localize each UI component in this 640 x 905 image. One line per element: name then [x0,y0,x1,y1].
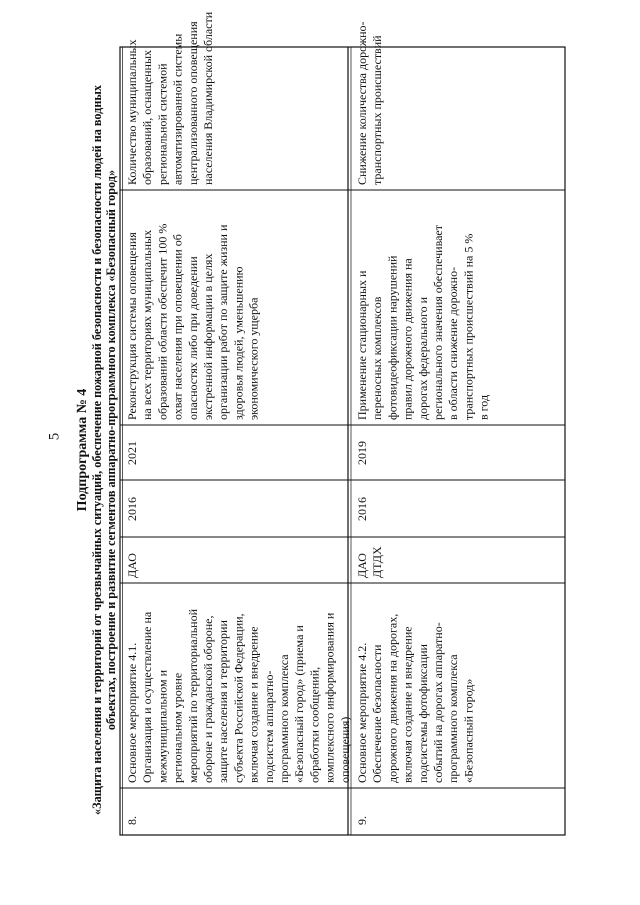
cell-line: в области снижение дорожно- [446,266,461,420]
cell-line: экономического ущерба [246,297,261,420]
cell-line: централизованного оповещения [185,21,200,185]
cell-line: переносных комплексов [370,296,385,420]
row-number: 8. [125,816,139,825]
cell-line: транспортных происшествий на 5 % [461,233,476,420]
cell-line: ДАО [125,553,139,578]
cell-line: на всех территориях муниципальных [140,229,155,420]
cell-line: фотовидеофиксации нарушений [385,255,400,420]
cell-line: экстренной информации в целях [201,253,215,420]
cell-line: в год [476,394,491,420]
cell-line: автоматизированной системы [170,33,185,185]
end-year-cell: 2019 [355,441,369,465]
cell-line: Организация и осуществление на [140,611,155,783]
cell-line: Реконструкция системы оповещения [125,232,139,420]
cell-line: мероприятий по территориальной [185,608,200,783]
executor-cell [125,553,139,578]
row-number: 9. [355,816,369,825]
cell-line: подсистемы фотофиксации [415,644,430,783]
cell-line: дорогах федерального и [415,296,430,420]
indicator-cell [125,11,215,185]
cell-line: подсистем аппаратно- [261,670,276,783]
cell-line: Применение стационарных и [355,270,369,420]
cell-line: Основное мероприятие 4.2. [355,642,369,783]
cell-line: организации работ по защите жизни и [216,224,231,420]
cell-line: охват населения при оповещении об [170,234,185,420]
table-row [125,11,352,825]
cell-line: Основное мероприятие 4.1. [125,642,139,783]
cell-line: включая создание и внедрение [400,626,415,783]
cell-line: обороне и гражданской обороне, [201,615,215,783]
cell-line: дорожного движения на дорогах, [385,613,400,783]
cell-line: межмуниципальном и [155,669,170,783]
cell-line: «Безопасный город» (приема и [292,625,307,783]
start-year-cell: 2016 [125,497,139,521]
cell-line: здоровья людей, уменьшению [231,266,246,420]
result-cell [125,224,261,420]
cell-line: образований, оснащенных [140,49,155,185]
table-row [355,21,491,825]
cell-line: ДТДХ [370,546,385,578]
cell-line: комплексного информирования и [322,612,337,783]
cell-line: защите населения и территории [216,620,231,783]
cell-line: событий на дорогах аппаратно- [431,622,445,783]
cell-line: населения Владимирской области [201,11,215,185]
activity-cell [125,608,352,783]
start-year-cell: 2016 [355,497,369,521]
cell-line: образований области обеспечит 100 % [155,223,170,420]
end-year-cell: 2021 [125,441,139,465]
cell-line: региональном уровне [170,672,185,783]
cell-line: Снижение количества дорожно- [355,21,369,185]
cell-line: Обеспечение безопасности [370,644,385,783]
cell-line: регионального значения обеспечивает [431,225,445,420]
executor-cell [355,546,384,578]
cell-line: ДАО [355,553,369,578]
cell-line: «Безопасный город» [461,678,476,783]
cell-line: обработки сообщений, [307,666,322,783]
cell-line: программного комплекса [277,654,291,783]
subprogram-subtitle-line1: «Защита населения и территорий от чрезвычайных ситуаций, обеспечение пожарной безопасности и безопасности людей на водных [90,85,104,815]
cell-line: программного комплекса [446,654,461,783]
cell-line: субъекта Российской Федерации, [231,613,246,783]
cell-line: региональной системой [155,63,170,185]
cell-line: включая создание и внедрение [246,626,261,783]
cell-line: транспортных происшествий [370,35,385,185]
indicator-cell [355,21,384,185]
subprogram-title: Подпрограмма № 4 [75,388,90,512]
landscape-content [75,11,565,835]
page-number: 5 [46,432,63,441]
cell-line: оповещения) [337,716,352,783]
activity-cell [355,614,475,783]
cell-line: правил дорожного движения на [400,258,415,420]
cell-line: Количество муниципальных [125,39,139,185]
cell-line: опасностях либо при доведении [185,256,200,420]
result-cell [355,224,491,420]
subprogram-subtitle-line2: объектах, построение и развитие сегментов аппаратно-программного комплекса «Безопасный город» [104,169,118,731]
